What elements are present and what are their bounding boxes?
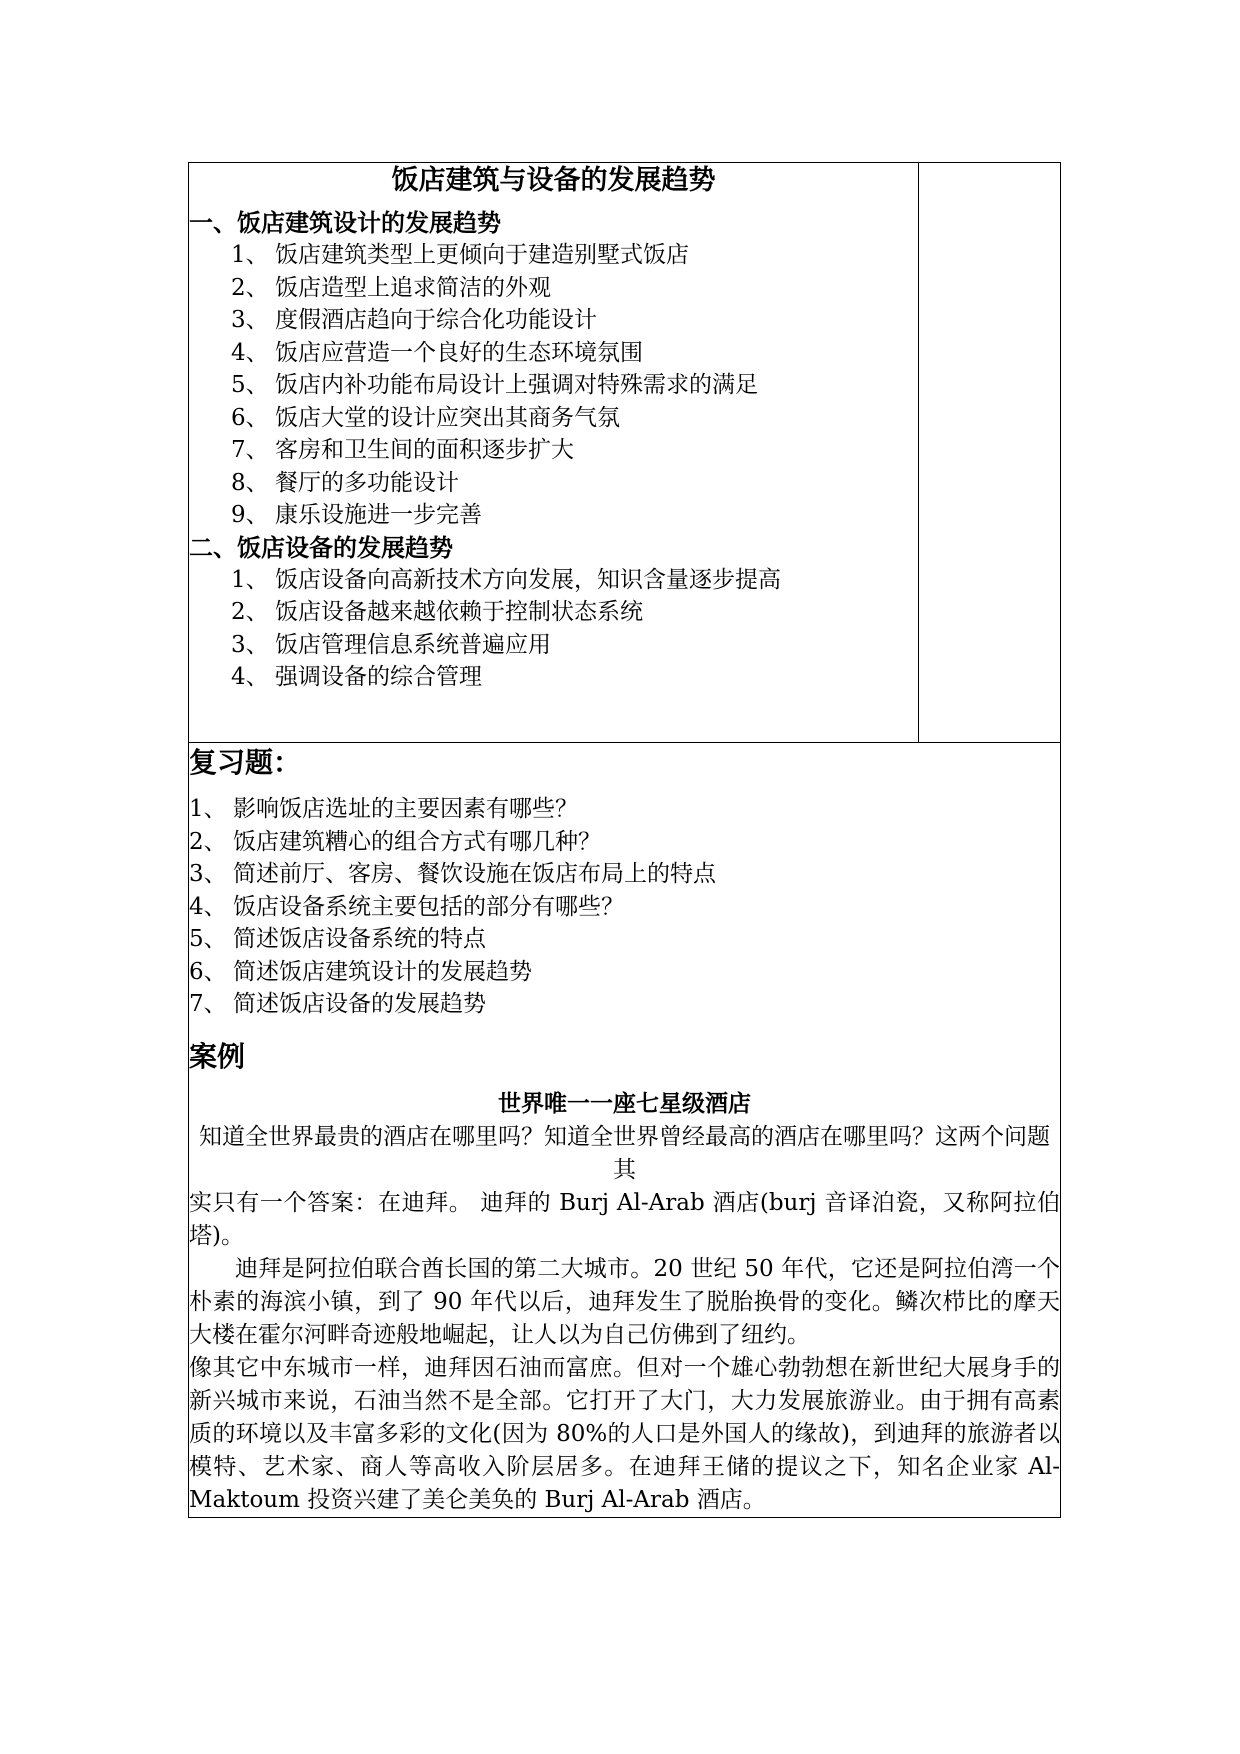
case-title: 世界唯一一座七星级酒店 bbox=[498, 1089, 751, 1117]
item-number: 2、 bbox=[189, 828, 227, 855]
item-number: 2、 bbox=[231, 599, 269, 625]
list-item bbox=[231, 434, 918, 467]
item-text: 饭店建筑糟心的组合方式有哪几种？ bbox=[233, 828, 601, 855]
item-number: 3、 bbox=[189, 861, 227, 887]
section2-list bbox=[189, 564, 918, 694]
item-text: 强调设备的综合管理 bbox=[275, 664, 482, 690]
case-paragraph-4: 像其它中东城市一样，迪拜因石油而富庶。但对一个雄心勃勃想在新世纪大展身手的新兴城市来说，石油当然不是全部。它打开了大门，大力发展旅游业。由于拥有高素质的环境以及丰富多彩的文化(因为 80%的人口是外国人的缘故)，到迪拜的旅游者以模特、艺术家、商人等高收入阶层居多。在迪拜王储的提议之下，知名企业家 Al-Maktoum 投资兴建了美仑美奂的 Burj Al-Arab 酒店。 bbox=[189, 1354, 1060, 1513]
item-text: 简述饭店设备系统的特点 bbox=[233, 926, 486, 952]
item-text: 饭店应营造一个良好的生态环境氛围 bbox=[275, 339, 643, 366]
case-heading: 案例 bbox=[189, 1039, 246, 1073]
item-number: 1、 bbox=[231, 242, 269, 268]
content-cell bbox=[189, 743, 1061, 1518]
list-item bbox=[231, 499, 918, 532]
item-text: 饭店大堂的设计应突出其商务气氛 bbox=[275, 404, 620, 431]
list-item bbox=[231, 304, 918, 337]
item-text: 影响饭店选址的主要因素有哪些？ bbox=[233, 796, 578, 822]
review-list bbox=[189, 793, 1060, 1021]
item-number: 6、 bbox=[231, 404, 269, 431]
section2-heading: 二、饭店设备的发展趋势 bbox=[189, 532, 453, 562]
list-item bbox=[231, 369, 918, 402]
section1-heading: 一、饭店建筑设计的发展趋势 bbox=[189, 208, 501, 237]
side-cell bbox=[919, 163, 1061, 743]
list-item bbox=[189, 988, 1060, 1021]
list-item bbox=[231, 402, 918, 435]
item-number: 9、 bbox=[231, 502, 269, 528]
list-item bbox=[231, 661, 918, 694]
list-item bbox=[189, 858, 1060, 891]
item-text: 饭店内补功能布局设计上强调对特殊需求的满足 bbox=[275, 372, 758, 398]
list-item bbox=[231, 564, 918, 597]
item-number: 4、 bbox=[231, 664, 269, 690]
item-number: 3、 bbox=[231, 631, 269, 658]
item-number: 1、 bbox=[231, 566, 269, 593]
item-text: 饭店造型上追求简洁的外观 bbox=[275, 274, 551, 301]
item-text: 餐厅的多功能设计 bbox=[275, 469, 459, 496]
item-number: 6、 bbox=[189, 958, 227, 985]
list-item bbox=[189, 826, 1060, 859]
item-number: 7、 bbox=[231, 437, 269, 463]
list-item bbox=[231, 337, 918, 370]
item-number: 4、 bbox=[189, 893, 227, 920]
case-paragraph-2: 实只有一个答案：在迪拜。 迪拜的 Burj Al-Arab 酒店(burj 音译泊瓷，又称阿拉伯塔)。 bbox=[189, 1189, 1060, 1249]
outline-cell bbox=[189, 163, 919, 743]
item-text: 客房和卫生间的面积逐步扩大 bbox=[275, 437, 574, 463]
item-number: 3、 bbox=[231, 307, 269, 333]
list-item bbox=[189, 956, 1060, 989]
item-text: 简述饭店设备的发展趋势 bbox=[233, 991, 486, 1017]
item-number: 7、 bbox=[189, 991, 227, 1017]
review-heading: 复习题： bbox=[189, 746, 302, 779]
list-item bbox=[231, 239, 918, 272]
list-item bbox=[189, 923, 1060, 956]
case-paragraph-3: 迪拜是阿拉伯联合酋长国的第二大城市。20 世纪 50 年代，它还是阿拉伯湾一个朴素的海滨小镇，到了 90 年代以后，迪拜发生了脱胎换骨的变化。鳞次栉比的摩天大楼在霍尔河畔奇迹般地崛起，让人以为自己仿佛到了纽约。 bbox=[189, 1255, 1060, 1348]
item-text: 饭店管理信息系统普遍应用 bbox=[275, 631, 551, 658]
item-text: 饭店设备系统主要包括的部分有哪些？ bbox=[233, 893, 624, 920]
list-item bbox=[231, 272, 918, 305]
list-item bbox=[231, 596, 918, 629]
section1-list bbox=[189, 239, 918, 532]
item-text: 饭店设备越来越依赖于控制状态系统 bbox=[275, 599, 643, 625]
item-number: 5、 bbox=[189, 926, 227, 952]
item-number: 8、 bbox=[231, 469, 269, 496]
item-text: 度假酒店趋向于综合化功能设计 bbox=[275, 307, 597, 333]
document-table bbox=[188, 162, 1061, 1518]
list-item bbox=[189, 891, 1060, 924]
document-title: 饭店建筑与设备的发展趋势 bbox=[391, 165, 716, 196]
item-number: 5、 bbox=[231, 372, 269, 398]
item-text: 康乐设施进一步完善 bbox=[275, 502, 482, 528]
item-number: 4、 bbox=[231, 339, 269, 366]
item-number: 1、 bbox=[189, 796, 227, 822]
item-text: 简述前厅、客房、餐饮设施在饭店布局上的特点 bbox=[233, 861, 716, 887]
item-text: 饭店设备向高新技术方向发展，知识含量逐步提高 bbox=[275, 566, 781, 593]
list-item bbox=[231, 467, 918, 500]
list-item bbox=[231, 629, 918, 662]
item-text: 饭店建筑类型上更倾向于建造别墅式饭店 bbox=[275, 242, 689, 268]
case-paragraph-1: 知道全世界最贵的酒店在哪里吗？知道全世界曾经最高的酒店在哪里吗？这两个问题其 bbox=[199, 1123, 1050, 1183]
item-text: 简述饭店建筑设计的发展趋势 bbox=[233, 958, 532, 985]
item-number: 2、 bbox=[231, 274, 269, 301]
list-item bbox=[189, 793, 1060, 826]
